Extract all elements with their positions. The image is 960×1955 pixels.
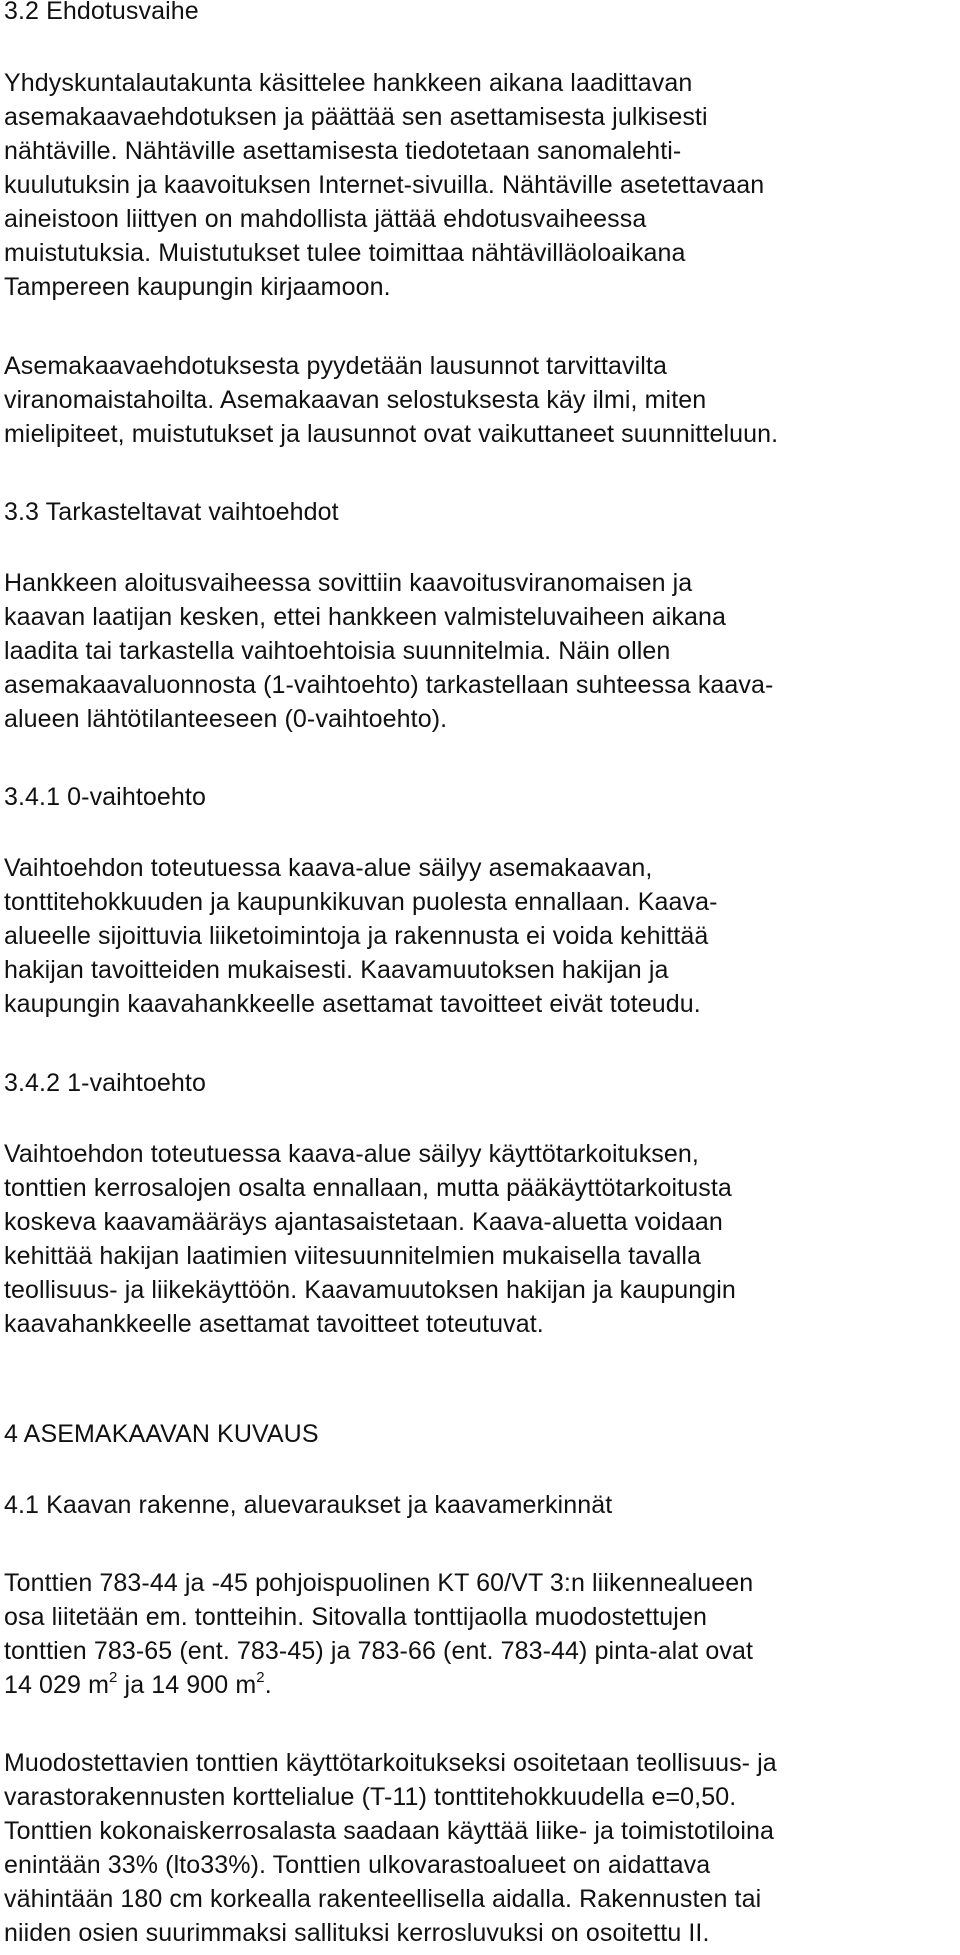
paragraph-line: niiden osien suurimmaksi sallituksi kerrosluvuksi on osoitettu II. — [4, 1919, 710, 1947]
area-superscript-1: 2 — [109, 1668, 118, 1686]
area-superscript-2: 2 — [256, 1668, 265, 1686]
paragraph-line: kehittää hakijan laatimien viitesuunnitelmien mukaisella tavalla — [4, 1242, 702, 1270]
paragraph-line: Tonttien 783-44 ja -45 pohjoispuolinen KT 60/VT 3:n liikennealueen — [4, 1569, 754, 1597]
area-value-1: 14 029 m — [4, 1671, 110, 1699]
paragraph-line: osa liitetään em. tontteihin. Sitovalla tonttijaolla muodostettujen — [4, 1603, 707, 1631]
paragraph-line: vähintään 180 cm korkealla rakenteellisella aidalla. Rakennusten tai — [4, 1885, 762, 1913]
paragraph-line: Vaihtoehdon toteutuessa kaava-alue säilyy käyttötarkoituksen, — [4, 1140, 699, 1168]
section-heading-3-3: 3.3 Tarkasteltavat vaihtoehdot — [4, 498, 339, 526]
area-line-end: . — [264, 1671, 272, 1699]
paragraph-line: viranomaistahoilta. Asemakaavan selostuksesta käy ilmi, miten — [4, 386, 707, 414]
paragraph-line: asemakaavaluonnosta (1-vaihtoehto) tarkastellaan suhteessa kaava- — [4, 671, 774, 699]
paragraph-line: asemakaavaehdotuksen ja päättää sen asettamisesta julkisesti — [4, 103, 708, 131]
section-heading-3-2: 3.2 Ehdotusvaihe — [4, 0, 199, 25]
paragraph-line: Muodostettavien tonttien käyttötarkoitukseksi osoitetaan teollisuus- ja — [4, 1749, 777, 1777]
paragraph-line: mielipiteet, muistutukset ja lausunnot ovat vaikuttaneet suunnitteluun. — [4, 420, 779, 448]
paragraph-line: nähtäville. Nähtäville asettamisesta tiedotetaan sanomalehti- — [4, 137, 682, 165]
paragraph-line: kaupungin kaavahankkeelle asettamat tavoitteet eivät toteudu. — [4, 990, 701, 1018]
paragraph-line: koskeva kaavamääräys ajantasaistetaan. Kaava-aluetta voidaan — [4, 1208, 723, 1236]
area-line — [4, 1669, 272, 1703]
paragraph-line: muistutuksia. Muistutukset tulee toimittaa nähtävilläoloaikana — [4, 239, 686, 267]
section-heading-3-4-2: 3.4.2 1-vaihtoehto — [4, 1069, 206, 1097]
chapter-heading-4: 4 ASEMAKAAVAN KUVAUS — [4, 1420, 319, 1448]
paragraph-line: alueen lähtötilanteeseen (0-vaihtoehto). — [4, 705, 448, 733]
paragraph-line: Hankkeen aloitusvaiheessa sovittiin kaavoitusviranomaisen ja — [4, 569, 693, 597]
paragraph-line: tonttien kerrosalojen osalta ennallaan, mutta pääkäyttötarkoitusta — [4, 1174, 732, 1202]
paragraph-line: alueelle sijoittuvia liiketoimintoja ja rakennusta ei voida kehittää — [4, 922, 709, 950]
paragraph-line: hakijan tavoitteiden mukaisesti. Kaavamuutoksen hakijan ja — [4, 956, 669, 984]
paragraph-line: kaavahankkeelle asettamat tavoitteet toteutuvat. — [4, 1310, 544, 1338]
section-heading-3-4-1: 3.4.1 0-vaihtoehto — [4, 783, 206, 811]
paragraph-line: kaavan laatijan kesken, ettei hankkeen valmisteluvaiheen aikana — [4, 603, 727, 631]
paragraph-line: teollisuus- ja liikekäyttöön. Kaavamuutoksen hakijan ja kaupungin — [4, 1276, 736, 1304]
paragraph-line: kuulutuksin ja kaavoituksen Internet-sivuilla. Nähtäville asetettavaan — [4, 171, 765, 199]
paragraph-line: aineistoon liittyen on mahdollista jättää ehdotusvaiheessa — [4, 205, 647, 233]
paragraph-line: Asemakaavaehdotuksesta pyydetään lausunnot tarvittavilta — [4, 352, 667, 380]
paragraph-line: enintään 33% (lto33%). Tonttien ulkovarastoalueet on aidattava — [4, 1851, 711, 1879]
paragraph-line: Yhdyskuntalautakunta käsittelee hankkeen aikana laadittavan — [4, 69, 693, 97]
paragraph-line: laadita tai tarkastella vaihtoehtoisia suunnitelmia. Näin ollen — [4, 637, 671, 665]
paragraph-line: varastorakennusten korttelialue (T-11) tonttitehokkuudella e=0,50. — [4, 1783, 737, 1811]
paragraph-line: Vaihtoehdon toteutuessa kaava-alue säilyy asemakaavan, — [4, 854, 653, 882]
area-value-2: ja 14 900 m — [117, 1671, 257, 1699]
paragraph-line: tonttitehokkuuden ja kaupunkikuvan puolesta ennallaan. Kaava- — [4, 888, 718, 916]
paragraph-line: tonttien 783-65 (ent. 783-45) ja 783-66 (ent. 783-44) pinta-alat ovat — [4, 1637, 754, 1665]
paragraph-line: Tonttien kokonaiskerrosalasta saadaan käyttää liike- ja toimistotiloina — [4, 1817, 775, 1845]
paragraph-line: Tampereen kaupungin kirjaamoon. — [4, 273, 391, 301]
section-heading-4-1: 4.1 Kaavan rakenne, aluevaraukset ja kaavamerkinnät — [4, 1491, 613, 1519]
